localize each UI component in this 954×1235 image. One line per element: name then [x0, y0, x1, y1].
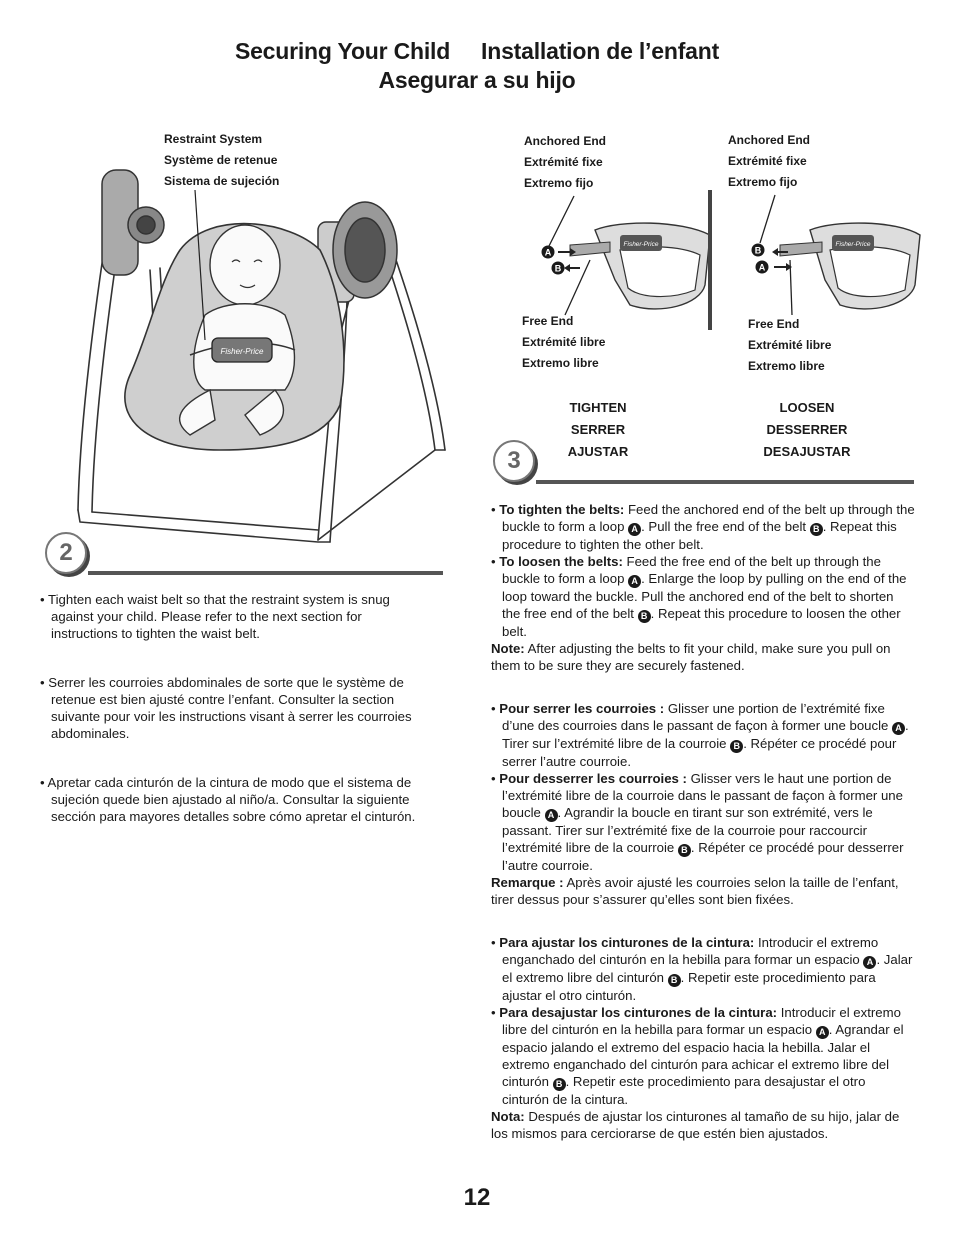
badge-a-icon: A: [545, 809, 558, 822]
left-hub: [102, 170, 164, 275]
loosen-caption: LOOSEN DESSERRER DESAJUSTAR: [763, 400, 851, 459]
badge-a-icon: A: [892, 722, 905, 735]
en-loosen: • To loosen the belts: Feed the free end of the belt up through the buckle to form a loop A . Enlarge the loop by pulling on the end of the loop toward the buckle. Pull the anchored end of the belt to shorten the free end of the belt B . Repeat this procedure to loosen the other belt.: [491, 554, 907, 639]
badge-b-icon: B: [730, 740, 743, 753]
buckle-diagrams: [510, 190, 930, 330]
badge-a-icon: A: [628, 523, 641, 536]
badge-b-icon: B: [638, 610, 651, 623]
page-title-line2: [0, 67, 954, 94]
page-title-line1: [0, 38, 954, 65]
tighten-caption: TIGHTEN SERRER AJUSTAR: [567, 400, 629, 459]
badge-b-icon: B: [668, 974, 681, 987]
restraint-system-label: Restraint System Système de retenue Sistema de sujeción: [164, 132, 280, 188]
baby-head: [210, 225, 280, 305]
svg-text:A: A: [758, 262, 766, 273]
title-french: Installation de l’enfant: [481, 38, 720, 64]
page-number: 12: [463, 1184, 491, 1211]
badge-b-icon: B: [553, 1078, 566, 1091]
title-english: Securing Your Child: [234, 38, 451, 64]
tighten-anchored-label: Anchored End Extrémité fixe Extremo fijo: [524, 134, 607, 190]
es-note: Nota: Después de ajustar los cinturones al tamaño de su hijo, jalar de los mismos para cerciorarse de que estén bien ajustados.: [491, 1109, 900, 1141]
en-note: Note: After adjusting the belts to fit your child, make sure you pull on them to be sure they are securely fastened.: [491, 641, 891, 673]
loosen-free-label: Free End Extrémité libre Extremo libre: [748, 317, 832, 373]
instruction-spanish: • Apretar cada cinturón de la cintura de modo que el sistema de sujeción quede bien ajustado al niño/a. Consultar la siguiente sección para mayores detalles sobre cómo apretar el cinturón.: [40, 775, 416, 824]
svg-text:Fisher-Price: Fisher-Price: [220, 347, 264, 356]
badge-b-icon: B: [810, 523, 823, 536]
loosen-anchored-label: Anchored End Extrémité fixe Extremo fijo: [728, 133, 811, 189]
svg-text:B: B: [754, 245, 762, 256]
fr-tighten: • Pour serrer les courroies : Glisser une portion de l’extrémité fixe d’une des courroies dans le passant de façon à former une boucle A . Tirer sur l’extrémité libre de la courroie B . Répéter ce procédé pour serrer l’autre courroie.: [491, 701, 909, 769]
fr-note: Remarque : Après avoir ajusté les courroies selon la taille de l’enfant, tirer dessus pour s’assurer qu’elles sont bien fixées.: [491, 875, 899, 907]
badge-a-icon: A: [863, 956, 876, 969]
step-2-badge: 2: [45, 532, 87, 574]
fr-loosen: • Pour desserrer les courroies : Glisser vers le haut une portion de l’extrémité libre de la courroie dans le passant de façon à former une boucle A . Agrandir la boucle en tirant sur son extrémité, vers le passant. Tirer sur l’extrémité fixe de la courroie pour raccourcir l’extrémité libre de la courroie B . Répéter ce procédé pour desserrer l’autre courroie.: [491, 771, 904, 873]
svg-text:A: A: [544, 247, 552, 258]
badge-a-icon: A: [816, 1026, 829, 1039]
instruction-french: • Serrer les courroies abdominales de sorte que le système de retenue est bien ajusté contre l’enfant. Consulter la section suivante pour voir les instructions visant à serrer les courroies abdominales.: [40, 675, 412, 741]
en-tighten: • To tighten the belts: Feed the anchored end of the belt up through the buckle to form a loop A . Pull the free end of the belt B . Repeat this procedure to tighten the other belt.: [491, 502, 915, 552]
tighten-free-label: Free End Extrémité libre Extremo libre: [522, 314, 606, 370]
instruction-english: • Tighten each waist belt so that the restraint system is snug against your child. Please refer to the next section for instructions to tighten the waist belt.: [40, 592, 390, 641]
step-3-underline: [536, 480, 914, 484]
svg-text:Fisher-Price: Fisher-Price: [835, 241, 871, 248]
left-instructions: [40, 591, 432, 825]
right-instructions: [491, 501, 915, 1142]
es-tighten: • Para ajustar los cinturones de la cintura: Introducir el extremo enganchado del cinturón en la hebilla para formar un espacio A . Jalar el extremo libre del cinturón B . Repetir este procedimiento para ajustar el otro cinturón.: [491, 935, 913, 1003]
step-2-underline: [88, 571, 443, 575]
swing-illustration: [40, 150, 480, 580]
badge-a-icon: A: [628, 575, 641, 588]
badge-b-icon: B: [678, 844, 691, 857]
tighten-buckle-diagram: [542, 196, 711, 315]
title-spanish: Asegurar a su hijo: [378, 67, 576, 93]
step-3-badge: 3: [493, 440, 535, 482]
svg-text:B: B: [554, 263, 562, 274]
es-loosen: • Para desajustar los cinturones de la cintura: Introducir el extremo libre del cinturón en la hebilla para formar un espacio A . Agrandar el espacio jalando el extremo del espacio hacia la hebilla. Jalar el extremo enganchado del cinturón para achicar el extremo libre del cinturón B . Repetir este procedimiento para desajustar el otro cinturón de la cintura.: [491, 1005, 904, 1107]
loosen-buckle-diagram: [752, 195, 921, 315]
svg-text:Fisher-Price: Fisher-Price: [623, 241, 659, 248]
